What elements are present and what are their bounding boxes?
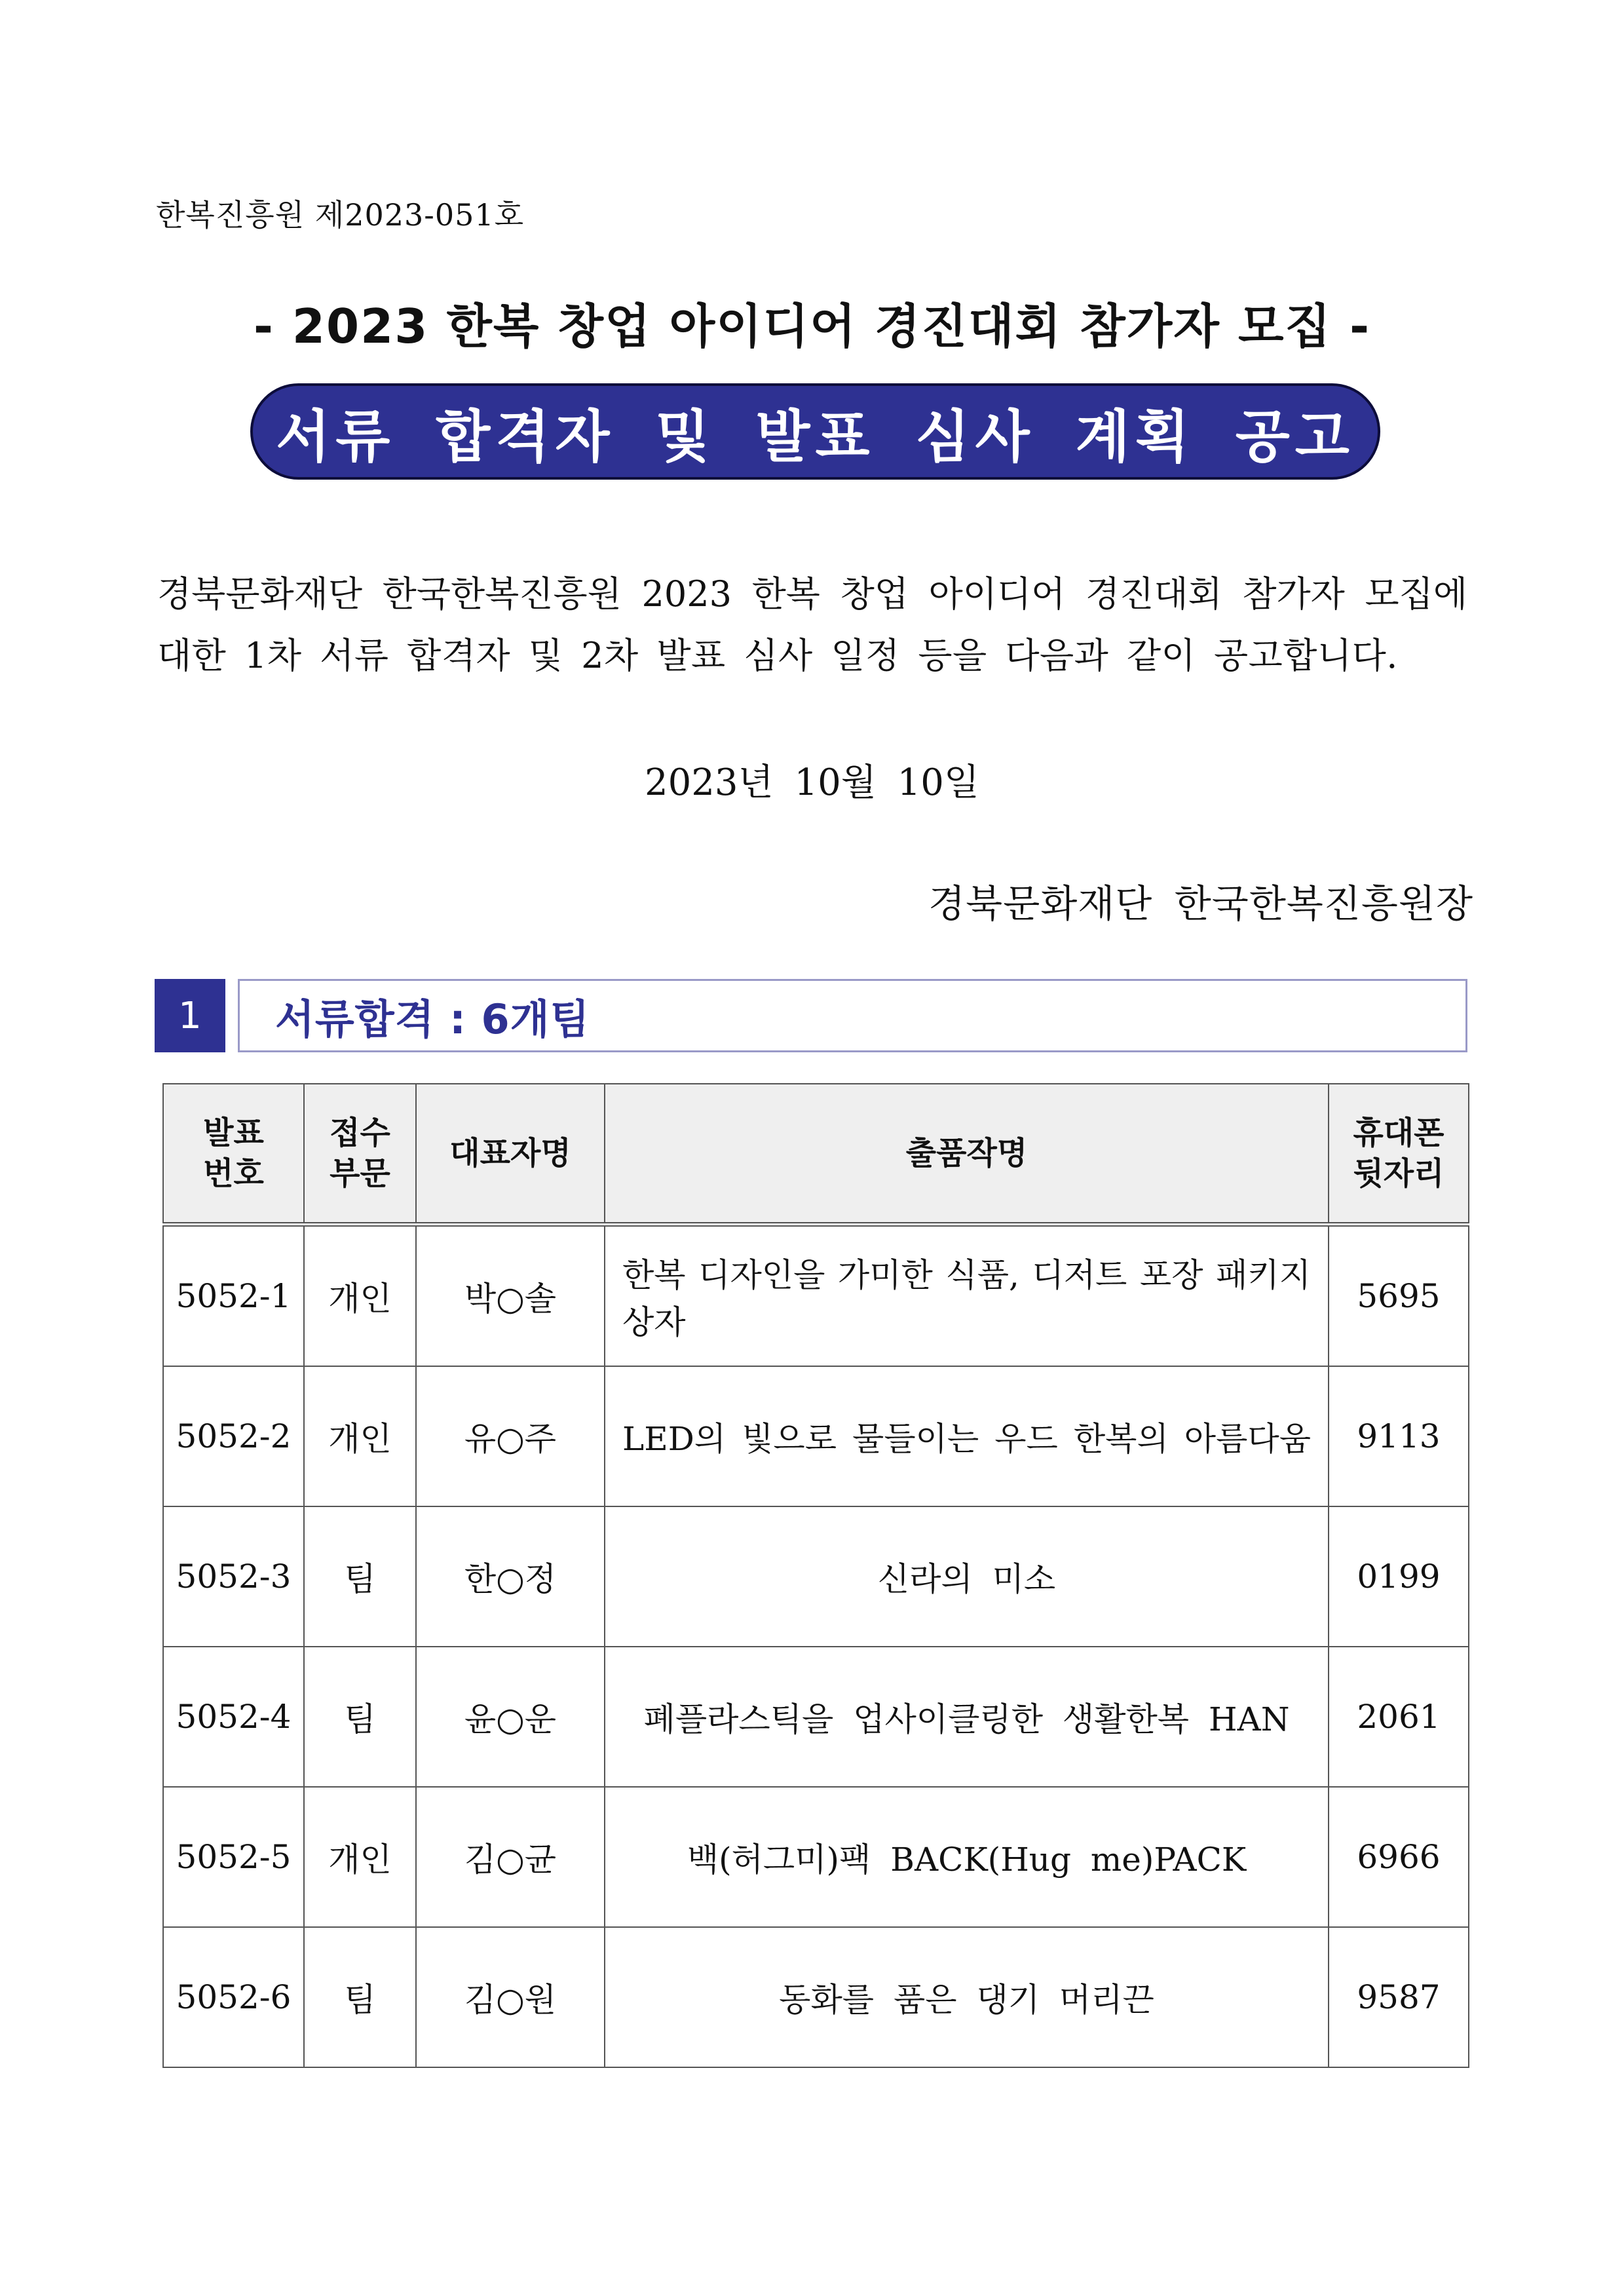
section-heading	[238, 979, 1467, 1052]
cell-category: 개인	[304, 1225, 416, 1367]
cell-work-title: 한복 디자인을 가미한 식품, 디저트 포장 패키지 상자	[605, 1225, 1329, 1367]
cell-phone: 2061	[1329, 1647, 1469, 1787]
cell-number: 5052-1	[163, 1225, 304, 1367]
header-category: 접수 부문	[304, 1084, 416, 1225]
cell-phone: 9113	[1329, 1366, 1469, 1506]
table-row	[163, 1366, 1469, 1506]
cell-work-title: LED의 빛으로 물들이는 우드 한복의 아름다움	[605, 1366, 1329, 1506]
cell-category: 팀	[304, 1647, 416, 1787]
header-representative: 대표자명	[416, 1084, 605, 1225]
cell-representative: 김○균	[416, 1787, 605, 1927]
cell-phone: 6966	[1329, 1787, 1469, 1927]
cell-representative: 김○원	[416, 1927, 605, 2067]
cell-work-title: 신라의 미소	[605, 1506, 1329, 1647]
cell-number: 5052-3	[163, 1506, 304, 1647]
table-header-row	[163, 1084, 1469, 1225]
cell-phone: 9587	[1329, 1927, 1469, 2067]
intro-paragraph	[157, 564, 1467, 687]
intro-line-2: 대한 1차 서류 합격자 및 2차 발표 심사 일정 등을 다음과 같이 공고합니다.	[157, 635, 1398, 676]
document-number: 한복진흥원 제2023-051호	[156, 197, 525, 233]
cell-category: 개인	[304, 1787, 416, 1927]
table-row	[163, 1506, 1469, 1647]
page-title: - 2023 한복 창업 아이디어 경진대회 참가자 모집 -	[253, 299, 1371, 354]
cell-category: 팀	[304, 1506, 416, 1647]
header-phone-suffix: 휴대폰 뒷자리	[1329, 1084, 1469, 1225]
cell-phone: 0199	[1329, 1506, 1469, 1647]
intro-line-1: 경북문화재단 한국한복진흥원 2023 한복 창업 아이디어 경진대회 참가자 모집에	[157, 573, 1467, 615]
announcement-banner	[250, 383, 1380, 480]
header-presentation-number: 발표 번호	[163, 1084, 304, 1225]
cell-category: 팀	[304, 1927, 416, 2067]
cell-number: 5052-2	[163, 1366, 304, 1506]
announcement-date: 2023년 10월 10일	[645, 761, 979, 804]
table-row	[163, 1647, 1469, 1787]
table-row	[163, 1787, 1469, 1927]
section-number: 1	[178, 994, 202, 1037]
cell-work-title: 폐플라스틱을 업사이클링한 생활한복 HAN	[605, 1647, 1329, 1787]
cell-number: 5052-5	[163, 1787, 304, 1927]
cell-representative: 윤○운	[416, 1647, 605, 1787]
cell-phone: 5695	[1329, 1225, 1469, 1367]
cell-representative: 박○솔	[416, 1225, 605, 1367]
results-table	[162, 1083, 1469, 2068]
issuer-signature: 경북문화재단 한국한복진흥원장	[928, 881, 1473, 926]
announcement-banner-text: 서류 합격자 및 발표 심사 계획 공고	[276, 404, 1355, 470]
cell-work-title: 백(허그미)팩 BACK(Hug me)PACK	[605, 1787, 1329, 1927]
cell-representative: 한○정	[416, 1506, 605, 1647]
header-work-title: 출품작명	[605, 1084, 1329, 1225]
cell-category: 개인	[304, 1366, 416, 1506]
table-row	[163, 1927, 1469, 2067]
cell-representative: 유○주	[416, 1366, 605, 1506]
cell-number: 5052-6	[163, 1927, 304, 2067]
table-row	[163, 1225, 1469, 1367]
cell-work-title: 동화를 품은 댕기 머리끈	[605, 1927, 1329, 2067]
cell-number: 5052-4	[163, 1647, 304, 1787]
section-number-badge	[155, 979, 225, 1052]
section-title: 서류합격 : 6개팀	[275, 995, 590, 1043]
